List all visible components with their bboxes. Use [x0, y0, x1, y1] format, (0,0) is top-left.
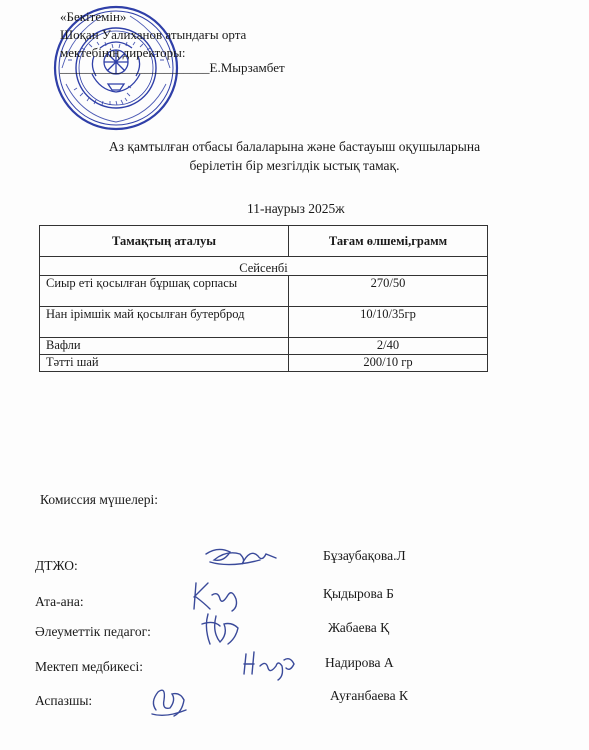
header-dish-name: Тамақтың аталуы: [40, 226, 289, 257]
signature-underline: _______________________: [60, 60, 210, 75]
member-name: Жабаева Қ: [328, 620, 390, 635]
signature-dtzho: [200, 540, 280, 576]
member-role: Әлеуметтік педагог:: [35, 624, 151, 639]
table-row: [40, 307, 488, 338]
approval-label: «Бекітемін»: [60, 9, 127, 24]
table-row: [40, 355, 488, 372]
member-role: Аспазшы:: [35, 693, 93, 708]
table-row: [40, 276, 488, 307]
day-label: Сейсенбі: [40, 257, 488, 276]
member-role: ДТЖО:: [35, 558, 78, 573]
document-title-line1: Аз қамтылған отбасы балаларына және бастауыш оқушыларына: [108, 139, 481, 154]
dish-portion: 2/40: [289, 338, 488, 355]
dish-portion: 10/10/35гр: [289, 307, 488, 338]
day-row: [40, 257, 488, 276]
signature-cook: [146, 680, 192, 720]
dish-portion: 270/50: [289, 276, 488, 307]
member-name: Ауғанбаева К: [330, 688, 409, 703]
dish-name: Вафли: [40, 338, 289, 355]
table-header-row: [40, 226, 488, 257]
dish-name: Тәтті шай: [40, 355, 289, 372]
member-name: Бұзаубақова.Л: [323, 548, 406, 563]
header-portion: Тағам өлшемі,грамм: [289, 226, 488, 257]
director-signature-line: [60, 60, 285, 76]
member-role: Ата-ана:: [35, 594, 84, 609]
signature-nurse: [238, 646, 298, 682]
member-name: Қыдырова Б: [323, 586, 394, 601]
dish-portion: 200/10 гр: [289, 355, 488, 372]
document-date: 11-наурыз 2025ж: [247, 201, 345, 216]
director-name: Е.Мырзамбет: [209, 60, 285, 75]
director-title: мектебінің директоры:: [60, 45, 186, 60]
member-name: Надирова А: [325, 655, 394, 670]
table-row: [40, 338, 488, 355]
dish-name: Сиыр еті қосылған бұршақ сорпасы: [40, 276, 289, 307]
dish-name: Нан ірімшік май қосылған бутерброд: [40, 307, 289, 338]
member-role: Мектеп медбикесі:: [35, 659, 144, 674]
document-title-line2: берілетін бір мезгілдік ыстық тамақ.: [189, 158, 400, 173]
commission-heading: Комиссия мүшелері:: [40, 492, 159, 507]
school-name: Шоқан Уалиханов атындағы орта: [60, 27, 247, 42]
signature-social-pedagogue: [198, 608, 244, 650]
menu-table: [39, 225, 488, 372]
